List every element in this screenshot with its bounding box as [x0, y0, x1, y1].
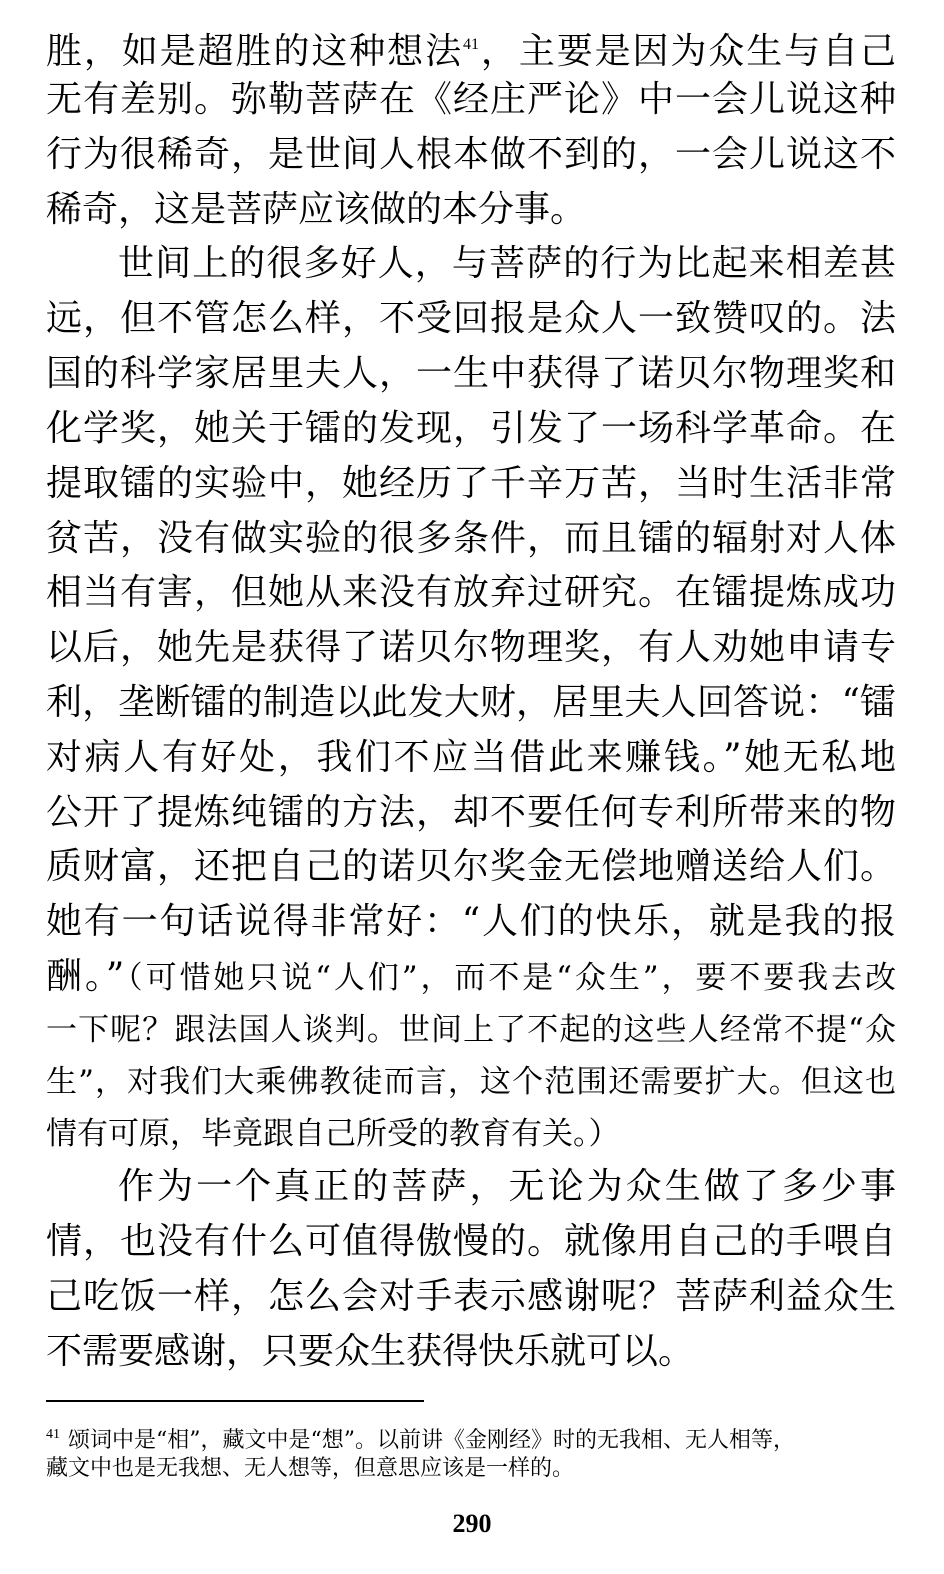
body-line: 公开了提炼纯镭的方法，却不要任何专利所带来的物 [46, 792, 896, 833]
body-line: 相当有害，但她从来没有放弃过研究。在镭提炼成功 [46, 572, 896, 613]
aside-line: 一下呢？跟法国人谈判。世间上了不起的这些人经常不提“众 [46, 1012, 896, 1048]
footnote-line: $^{41}$ 颂词中是“相”，藏文中是“想”。以前讲《金刚经》时的无我相、无人相等， [46, 1427, 795, 1453]
body-line: 不需要感谢，只要众生获得快乐就可以。 [46, 1331, 695, 1372]
footnote-divider [46, 1400, 424, 1402]
footnote-marker: 41 [463, 36, 479, 53]
body-line: 质财富，还把自己的诺贝尔奖金无偿地赠送给人们。 [46, 846, 896, 887]
footnote-line: 藏文中也是无我想、无人想等，但意思应该是一样的。 [46, 1456, 575, 1481]
aside-note: （可惜她只说“人们”，而不是“众生”，要不要我去改 [124, 960, 896, 996]
body-line: 以后，她先是获得了诺贝尔物理奖，有人劝她申请专 [46, 627, 896, 668]
body-line: 对病人有好处，我们不应当借此来赚钱。”她无私地 [46, 737, 896, 778]
body-line: 远，但不管怎么样，不受回报是众人一致赞叹的。法 [46, 298, 896, 339]
body-line: 稀奇，这是菩萨应该做的本分事。 [46, 189, 587, 230]
paragraph-start-line: 世间上的很多好人，与菩萨的行为比起来相差甚 [118, 243, 896, 284]
body-line: 利，垄断镭的制造以此发大财，居里夫人回答说：“镭 [46, 682, 896, 723]
body-line: 贫苦，没有做实验的很多条件，而且镭的辐射对人体 [46, 518, 896, 559]
body-line: 她有一句话说得非常好：“人们的快乐，就是我的报 [46, 901, 896, 942]
body-line: 胜，如是超胜的这种想法$^{41}$，主要是因为众生与自己 [46, 31, 896, 72]
body-line: 国的科学家居里夫人，一生中获得了诺贝尔物理奖和 [46, 353, 896, 394]
body-line: 己吃饭一样，怎么会对手表示感谢呢？菩萨利益众生 [46, 1276, 896, 1317]
aside-line: 生”，对我们大乘佛教徒而言，这个范围还需要扩大。但这也 [46, 1064, 896, 1100]
body-line: 化学奖，她关于镭的发现，引发了一场科学革命。在 [46, 408, 896, 449]
aside-line: 情有可原，毕竟跟自己所受的教育有关。） [46, 1116, 620, 1152]
paragraph-start-line: 作为一个真正的菩萨，无论为众生做了多少事 [118, 1166, 896, 1207]
footnote-number: 41 [46, 1427, 60, 1442]
body-line: 提取镭的实验中，她经历了千辛万苦，当时生活非常 [46, 463, 896, 504]
body-line-mixed: 酬。”（可惜她只说“人们”，而不是“众生”，要不要我去改 [46, 956, 896, 997]
body-line: 行为很稀奇，是世间人根本做不到的，一会儿说这不 [46, 134, 896, 175]
body-line: 无有差别。弥勒菩萨在《经庄严论》中一会儿说这种 [46, 79, 896, 120]
page-number: 290 [452, 1509, 492, 1538]
body-line: 情，也没有什么可值得傲慢的。就像用自己的手喂自 [46, 1221, 896, 1262]
